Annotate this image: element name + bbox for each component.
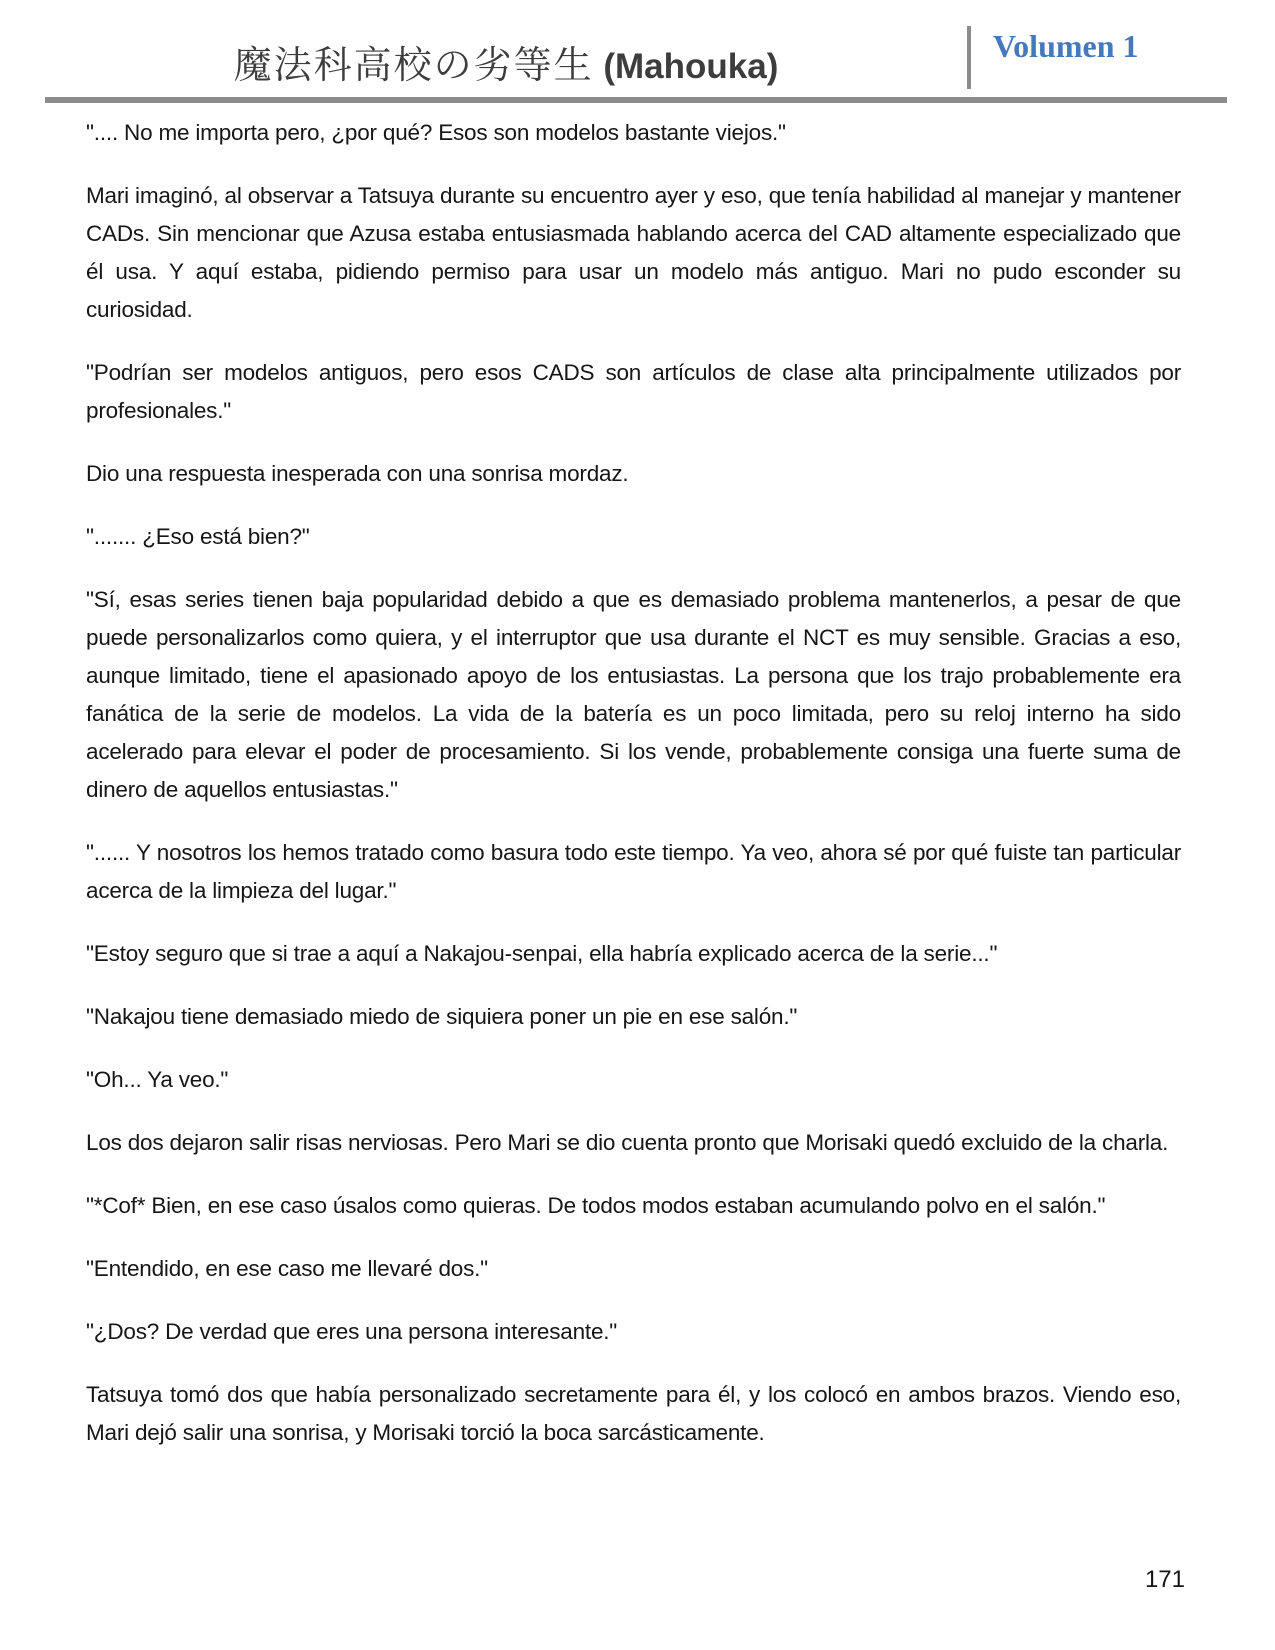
paragraph: "Podrían ser modelos antiguos, pero esos CADS son artículos de clase alta principalmente utilizados por profesionales." bbox=[86, 360, 1181, 423]
paragraph: Tatsuya tomó dos que había personalizado secretamente para él, y los colocó en ambos brazos. Viendo eso, Mari dejó salir una sonrisa, y Morisaki torció la boca sarcásticamente. bbox=[86, 1382, 1181, 1445]
header-row bbox=[45, 26, 1227, 89]
paragraph: "...... Y nosotros los hemos tratado como basura todo este tiempo. Ya veo, ahora sé por qué fuiste tan particular acerca de la limpieza del lugar." bbox=[86, 840, 1181, 903]
page-title-latin: (Mahouka) bbox=[593, 47, 779, 86]
paragraph: Mari imaginó, al observar a Tatsuya durante su encuentro ayer y eso, que tenía habilidad al manejar y mantener CADs. Sin mencionar que Azusa estaba entusiasmada hablando acerca del CAD altamente especializado que él usa. Y aquí estaba, pidiendo permiso para usar un modelo más antiguo. Mari no pudo esconder su curiosidad. bbox=[86, 183, 1181, 322]
volume-label: Volumen 1 bbox=[993, 28, 1139, 64]
page-title-japanese: 魔法科高校の劣等生 bbox=[233, 45, 594, 87]
volume-cell bbox=[967, 26, 1227, 89]
page-title bbox=[45, 26, 967, 89]
page-number: 171 bbox=[1144, 1566, 1185, 1593]
paragraph: "....... ¿Eso está bien?" bbox=[86, 524, 310, 549]
paragraph: "Estoy seguro que si trae a aquí a Nakajou-senpai, ella habría explicado acerca de la serie..." bbox=[86, 941, 998, 966]
paragraph: "Oh... Ya veo." bbox=[86, 1067, 229, 1092]
paragraph: "*Cof* Bien, en ese caso úsalos como quieras. De todos modos estaban acumulando polvo en el salón." bbox=[86, 1193, 1106, 1218]
paragraph: Los dos dejaron salir risas nerviosas. Pero Mari se dio cuenta pronto que Morisaki quedó excluido de la charla. bbox=[86, 1130, 1169, 1155]
paragraph: Dio una respuesta inesperada con una sonrisa mordaz. bbox=[86, 461, 629, 486]
paragraph: "Sí, esas series tienen baja popularidad debido a que es demasiado problema mantenerlos, a pesar de que puede personalizarlos como quiera, y el interruptor que usa durante el NCT es muy sensible. Gracias a eso, aunque limitado, tiene el apasionado apoyo de los entusiastas. La persona que los trajo probablemente era fanática de la serie de modelos. La vida de la batería es un poco limitada, pero su reloj interno ha sido acelerado para elevar el poder de procesamiento. Si los vende, probablemente consiga una fuerte suma de dinero de aquellos entusiastas." bbox=[86, 587, 1181, 802]
body-text bbox=[86, 114, 1181, 1477]
paragraph: "¿Dos? De verdad que eres una persona interesante." bbox=[86, 1319, 618, 1344]
page-header bbox=[45, 26, 1227, 103]
paragraph: "Entendido, en ese caso me llevaré dos." bbox=[86, 1256, 488, 1281]
header-rule bbox=[45, 97, 1227, 103]
paragraph: "Nakajou tiene demasiado miedo de siquiera poner un pie en ese salón." bbox=[86, 1004, 798, 1029]
paragraph: ".... No me importa pero, ¿por qué? Esos son modelos bastante viejos." bbox=[86, 120, 786, 145]
